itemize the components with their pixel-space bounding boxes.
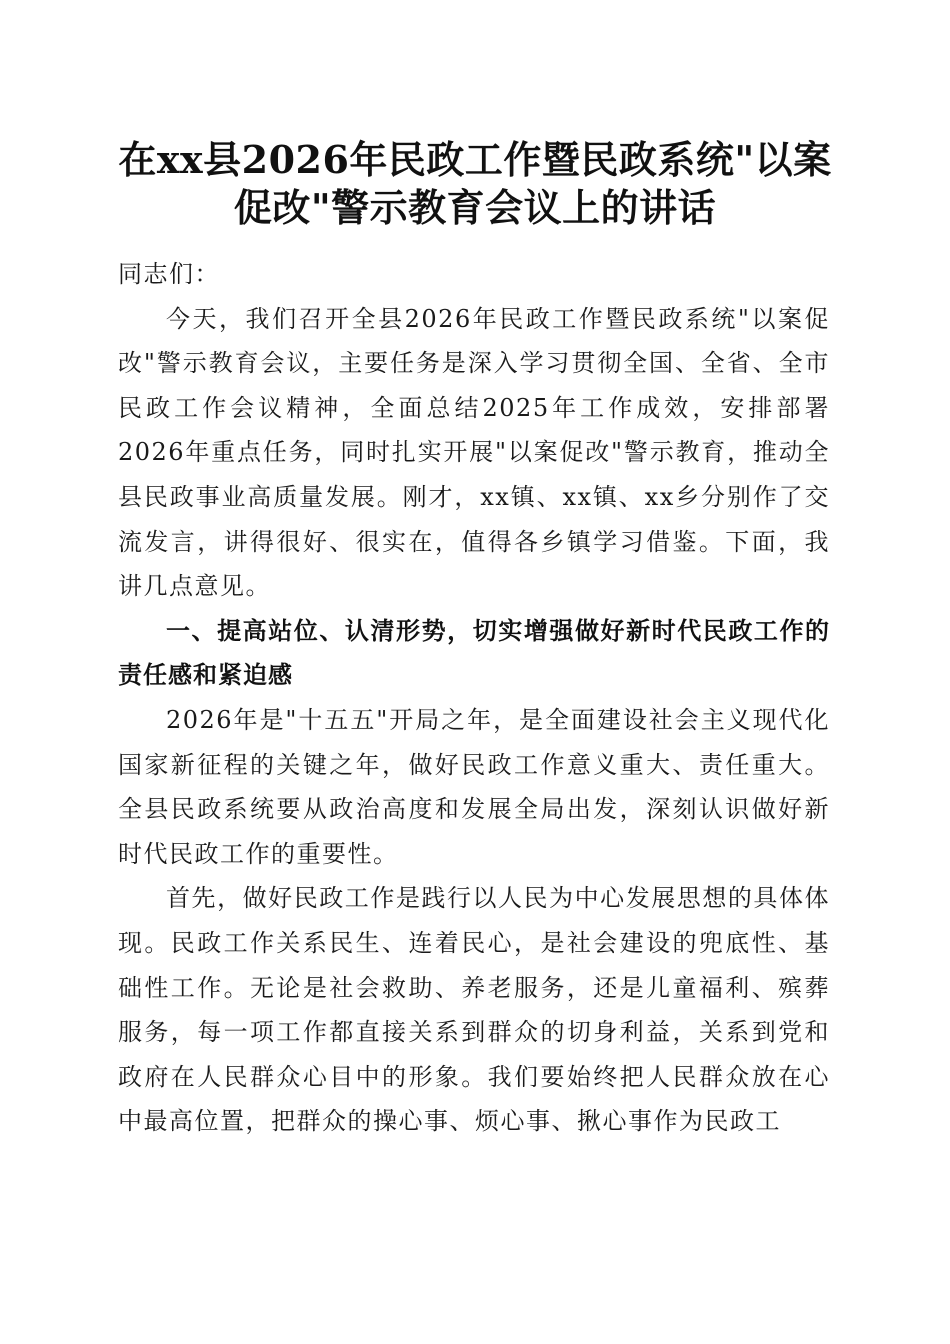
section-heading-1: 一、提高站位、认清形势，切实增强做好新时代民政工作的责任感和紧迫感 [118, 616, 830, 690]
document-body [118, 252, 830, 1144]
paragraph-section1-1: 2026年是"十五五"开局之年，是全面建设社会主义现代化国家新征程的关键之年，做好民政工作意义重大、责任重大。全县民政系统要从政治高度和发展全局出发，深刻认识做好新时代民政工作的重要性。 [118, 705, 830, 868]
greeting: 同志们： [118, 260, 220, 288]
document-title: 在xx县2026年民政工作暨民政系统"以案促改"警示教育会议上的讲话 [118, 137, 832, 230]
paragraph-intro: 今天，我们召开全县2026年民政工作暨民政系统"以案促改"警示教育会议，主要任务是深入学习贯彻全国、全省、全市民政工作会议精神，全面总结2025年工作成效，安排部署2026年重点任务，同时扎实开展"以案促改"警示教育，推动全县民政事业高质量发展。刚才，xx镇、xx镇、xx乡分别作了交流发言，讲得很好、很实在，值得各乡镇学习借鉴。下面，我讲几点意见。 [118, 304, 830, 601]
paragraph-section1-2: 首先，做好民政工作是践行以人民为中心发展思想的具体体现。民政工作关系民生、连着民心，是社会建设的兜底性、基础性工作。无论是社会救助、养老服务，还是儿童福利、殡葬服务，每一项工作都直接关系到群众的切身利益，关系到党和政府在人民群众心目中的形象。我们要始终把人民群众放在心中最高位置，把群众的操心事、烦心事、揪心事作为民政工 [118, 884, 830, 1136]
